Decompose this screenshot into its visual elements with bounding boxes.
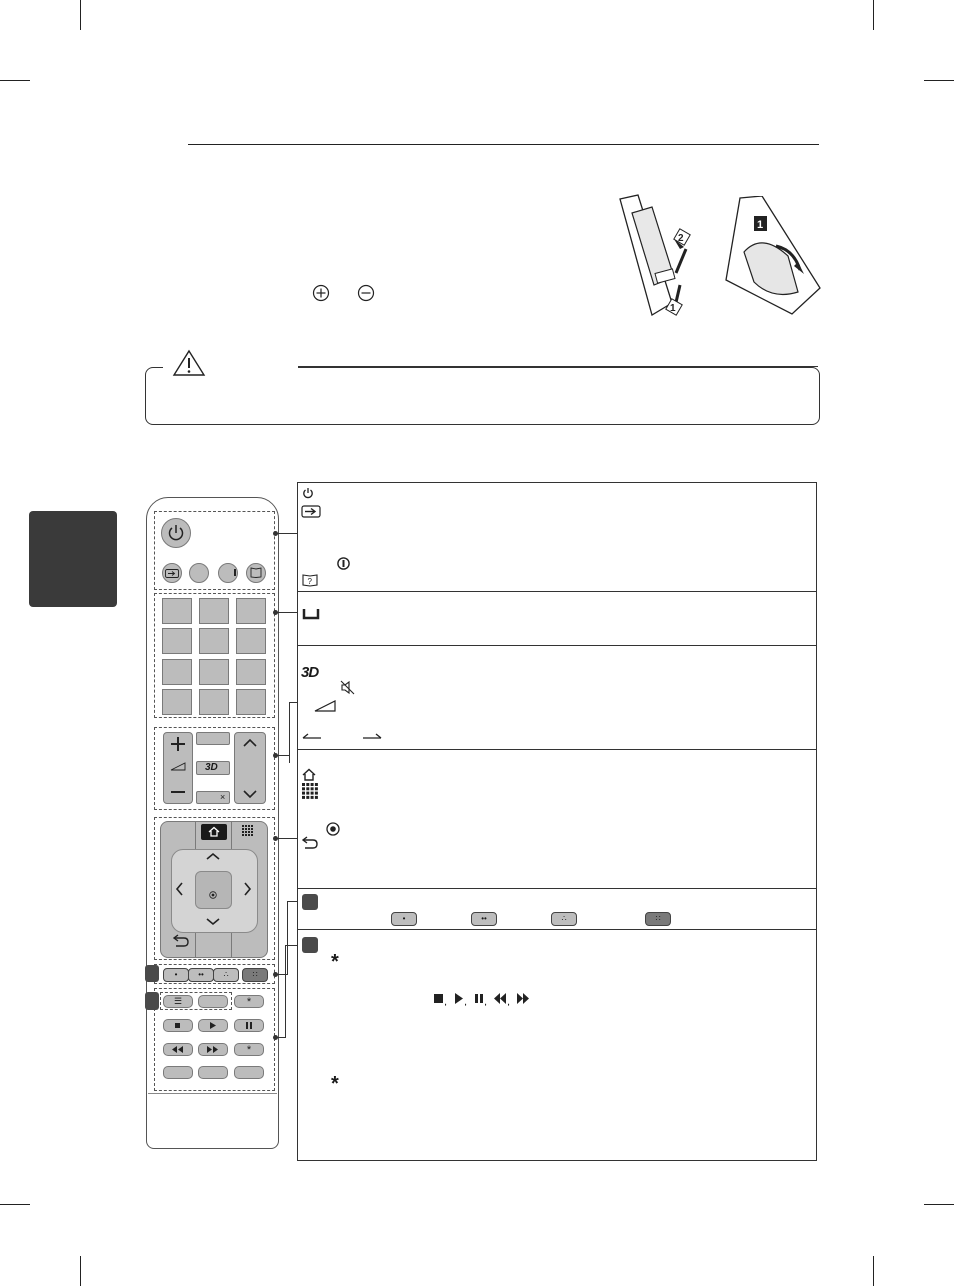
volume-down-icon: [170, 788, 186, 796]
legend-red-button: •: [391, 912, 417, 926]
callout-dot: [273, 531, 278, 536]
crop-mark: [924, 1204, 954, 1205]
crop-mark: [924, 80, 954, 81]
number-key[interactable]: [236, 689, 266, 715]
3d-icon: 3D: [301, 664, 319, 681]
rewind-icon: [172, 1046, 183, 1053]
back-icon[interactable]: [173, 934, 189, 947]
volume-icon: [314, 700, 336, 712]
remote-blank-button[interactable]: [198, 1066, 228, 1079]
svg-text:,: ,: [464, 996, 468, 1006]
remote-star-button[interactable]: *: [234, 995, 264, 1008]
header-rule: [188, 144, 819, 145]
color-section-marker: [302, 894, 318, 910]
power-icon: [302, 487, 314, 499]
color-section-marker: [145, 965, 159, 982]
nav-divider: [195, 931, 196, 958]
nav-divider: [231, 931, 232, 958]
remote-yellow-button[interactable]: ∴: [213, 968, 239, 982]
back-icon: [302, 836, 318, 849]
remote-blank-button[interactable]: [163, 1066, 193, 1079]
number-key[interactable]: [199, 598, 229, 624]
space-icon: [302, 608, 320, 620]
svg-text:,: ,: [444, 996, 448, 1006]
apps-grid-icon: [302, 783, 318, 799]
input-icon: [301, 505, 321, 518]
legend-panel-power: [297, 482, 817, 592]
nav-divider: [231, 821, 232, 849]
caution-box: [145, 367, 820, 425]
warning-triangle-icon: [172, 349, 206, 377]
number-key[interactable]: [162, 598, 192, 624]
remote-power-button[interactable]: [161, 518, 191, 548]
number-key[interactable]: [236, 628, 266, 654]
chevron-down-icon[interactable]: [206, 917, 220, 926]
callout-dot: [273, 753, 278, 758]
volume-icon: [170, 762, 186, 771]
control-section-marker: [145, 992, 159, 1010]
play-icon: [210, 1022, 216, 1029]
callout-dot: [273, 610, 278, 615]
minus-circle-icon: [357, 284, 375, 302]
svg-text:?: ?: [307, 577, 312, 586]
home-icon: [302, 768, 316, 781]
chevron-up-icon: [243, 738, 257, 748]
bracket-line: [285, 945, 286, 1038]
pause-icon: [246, 1022, 252, 1029]
plus-circle-icon: [312, 284, 330, 302]
apps-grid-icon[interactable]: [242, 825, 253, 836]
volume-up-icon: [170, 736, 186, 752]
step-number-1b: 1: [757, 219, 764, 231]
remote-blank-button[interactable]: [196, 732, 230, 745]
playback-icons: [433, 992, 533, 1006]
left-arrow-icon: [302, 733, 322, 741]
section-tab: [29, 511, 117, 607]
step-number-1: 1: [670, 303, 676, 314]
ok-icon: [326, 822, 340, 836]
legend-yellow-button: ∴: [551, 912, 577, 926]
guide-icon: [302, 573, 318, 587]
number-key[interactable]: [162, 628, 192, 654]
legend-blue-button: ∷: [645, 912, 671, 926]
battery-open-illustration: [722, 196, 822, 318]
number-key[interactable]: [162, 659, 192, 685]
home-icon: [208, 826, 220, 837]
callout-line: [289, 702, 297, 703]
crop-mark: [873, 0, 874, 30]
mute-icon: ×: [220, 792, 226, 802]
chevron-up-icon[interactable]: [206, 852, 220, 861]
callout-dot: [273, 972, 278, 977]
remote-list-button[interactable]: ☰: [163, 995, 193, 1008]
number-key[interactable]: [236, 659, 266, 685]
crop-mark: [80, 0, 81, 30]
remote-red-button[interactable]: •: [163, 968, 189, 982]
remote-bottom-line: [148, 1093, 277, 1094]
number-key[interactable]: [236, 598, 266, 624]
legend-green-button: ••: [471, 912, 497, 926]
info-icon: [337, 557, 350, 570]
remote-ok-button[interactable]: [195, 871, 232, 909]
callout-dot: [273, 836, 278, 841]
number-key[interactable]: [162, 689, 192, 715]
3d-icon: 3D: [205, 762, 218, 773]
number-key[interactable]: [199, 659, 229, 685]
right-arrow-icon: [362, 733, 382, 741]
callout-line: [285, 945, 297, 946]
callout-dot: [273, 1035, 278, 1040]
step-number-2: 2: [678, 233, 684, 244]
legend-panel-number: [297, 591, 817, 646]
remote-blank-button[interactable]: [234, 1066, 264, 1079]
crop-mark: [873, 1256, 874, 1286]
star-symbol-2: *: [331, 1073, 339, 1095]
number-key[interactable]: [199, 689, 229, 715]
chevron-left-icon[interactable]: [175, 882, 184, 896]
remote-blue-button[interactable]: ∷: [242, 968, 268, 982]
svg-text:,: ,: [507, 996, 511, 1006]
remote-round-button[interactable]: [189, 563, 209, 583]
stop-icon: [175, 1023, 180, 1028]
callout-line: [275, 838, 297, 839]
callout-line: [275, 612, 297, 613]
legend-panel-control: [297, 929, 817, 1161]
battery-cover-illustration: [612, 193, 702, 323]
guide-icon: [250, 567, 262, 578]
crop-mark: [0, 1204, 30, 1205]
caution-title-rule: [298, 366, 818, 367]
ok-icon: [209, 891, 217, 899]
svg-text:,: ,: [484, 996, 488, 1006]
fast-forward-icon: [207, 1046, 218, 1053]
bracket-line: [287, 901, 288, 975]
legend-panel-navigation: [297, 749, 817, 889]
chevron-down-icon: [243, 789, 257, 799]
power-icon: [162, 519, 190, 547]
remote-green-button[interactable]: ••: [188, 968, 214, 982]
control-section-marker: [302, 937, 318, 953]
mute-icon: [340, 680, 355, 695]
crop-mark: [0, 80, 30, 81]
bracket-line: [289, 702, 290, 763]
nav-divider: [195, 821, 196, 849]
callout-line: [275, 533, 297, 534]
info-icon: [234, 569, 236, 576]
callout-line: [287, 901, 297, 902]
input-icon: [165, 569, 179, 578]
number-key[interactable]: [199, 628, 229, 654]
remote-blank-button[interactable]: [198, 995, 228, 1008]
star-symbol: *: [331, 951, 339, 973]
chevron-right-icon[interactable]: [243, 882, 252, 896]
remote-star-button-2[interactable]: *: [234, 1043, 264, 1056]
crop-mark: [80, 1256, 81, 1286]
